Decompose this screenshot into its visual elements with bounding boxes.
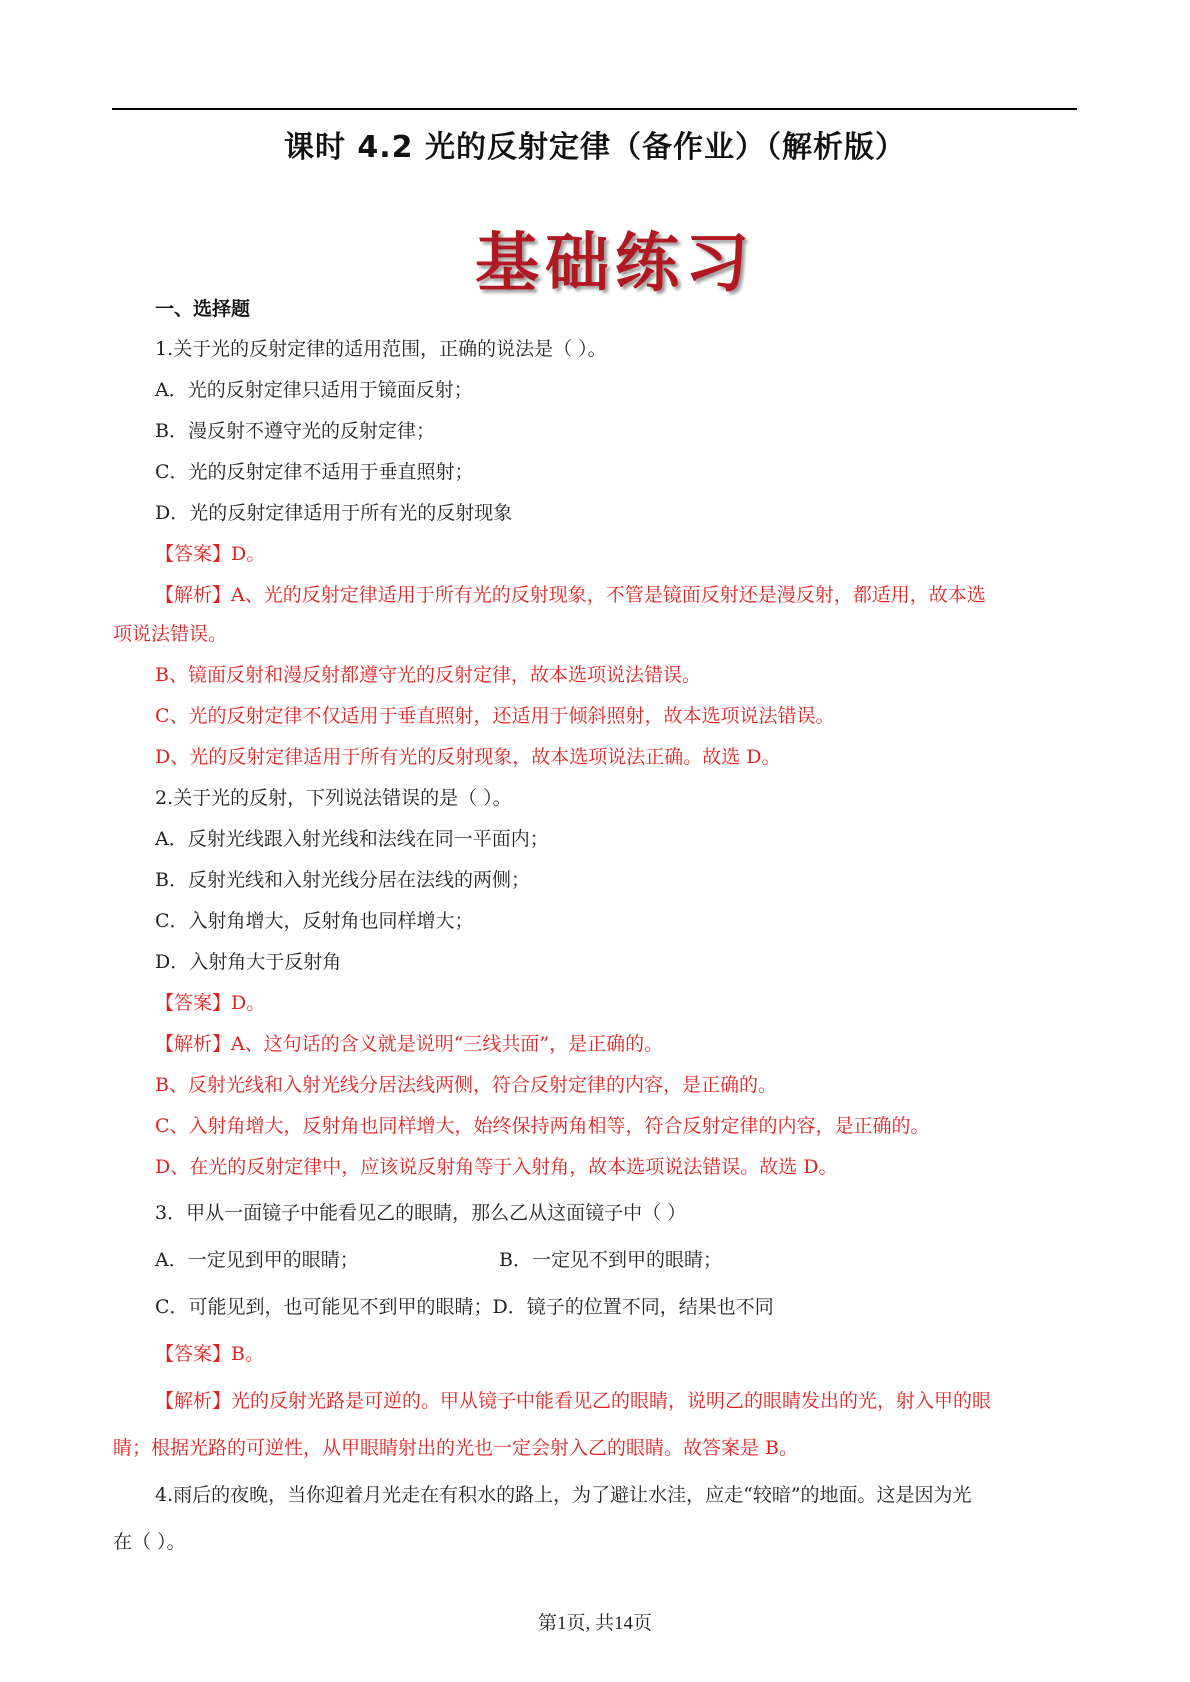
header-rule bbox=[112, 108, 1077, 110]
option-1c: C．光的反射定律不适用于垂直照射； bbox=[155, 461, 474, 483]
question-3: 3．甲从一面镜子中能看见乙的眼睛，那么乙从这面镜子中（ ） bbox=[155, 1202, 687, 1224]
analysis-1-line: B、镜面反射和漫反射都遵守光的反射定律，故本选项说法错误。 bbox=[155, 664, 701, 686]
question-4-cont: 在（ ）。 bbox=[113, 1531, 186, 1553]
option-2d: D．入射角大于反射角 bbox=[155, 951, 342, 973]
analysis-2-line: 【解析】A、这句话的含义就是说明“三线共面”，是正确的。 bbox=[155, 1033, 664, 1055]
document-title: 课时 4.2 光的反射定律（备作业）（解析版） bbox=[283, 130, 907, 165]
option-1d: D．光的反射定律适用于所有光的反射现象 bbox=[155, 502, 513, 524]
analysis-1-line: 项说法错误。 bbox=[113, 623, 228, 645]
analysis-3-line: 【解析】光的反射光路是可逆的。甲从镜子中能看见乙的眼睛，说明乙的眼睛发出的光，射入甲的眼 bbox=[155, 1390, 992, 1412]
answer-1: 【答案】D。 bbox=[155, 543, 266, 565]
answer-2: 【答案】D。 bbox=[155, 992, 266, 1014]
analysis-1-line: D、光的反射定律适用于所有光的反射现象，故本选项说法正确。故选 D。 bbox=[155, 746, 781, 768]
option-3cd: C．可能见到，也可能见不到甲的眼睛；D．镜子的位置不同，结果也不同 bbox=[155, 1296, 774, 1318]
analysis-2-line: B、反射光线和入射光线分居法线两侧，符合反射定律的内容，是正确的。 bbox=[155, 1074, 777, 1096]
page-number: 第1页, 共14页 bbox=[537, 1613, 652, 1634]
option-2b: B．反射光线和入射光线分居在法线的两侧； bbox=[155, 869, 530, 891]
option-3a: A．一定见到甲的眼睛； bbox=[155, 1249, 359, 1271]
analysis-1-line: C、光的反射定律不仅适用于垂直照射，还适用于倾斜照射，故本选项说法错误。 bbox=[155, 705, 835, 727]
answer-3: 【答案】B。 bbox=[155, 1343, 264, 1365]
option-3b: B．一定见不到甲的眼睛； bbox=[499, 1249, 722, 1271]
question-2: 2.关于光的反射，下列说法错误的是（ ）。 bbox=[155, 787, 512, 809]
option-2c: C．入射角增大，反射角也同样增大； bbox=[155, 910, 474, 932]
question-4: 4.雨后的夜晚，当你迎着月光走在有积水的路上，为了避让水洼，应走“较暗”的地面。这是因为光 bbox=[155, 1484, 972, 1506]
analysis-1-line: 【解析】A、光的反射定律适用于所有光的反射现象，不管是镜面反射还是漫反射，都适用，故本选 bbox=[155, 584, 986, 606]
option-1b: B．漫反射不遵守光的反射定律； bbox=[155, 420, 435, 442]
question-1: 1.关于光的反射定律的适用范围，正确的说法是（ ）。 bbox=[155, 338, 607, 360]
analysis-2-line: D、在光的反射定律中，应该说反射角等于入射角，故本选项说法错误。故选 D。 bbox=[155, 1156, 838, 1178]
section-heading: 一、选择题 bbox=[155, 298, 251, 320]
analysis-2-line: C、入射角增大，反射角也同样增大，始终保持两角相等，符合反射定律的内容，是正确的。 bbox=[155, 1115, 930, 1137]
option-1a: A．光的反射定律只适用于镜面反射； bbox=[155, 379, 473, 401]
section-banner: 基础练习 bbox=[475, 227, 755, 301]
option-2a: A．反射光线跟入射光线和法线在同一平面内； bbox=[155, 828, 549, 850]
analysis-3-line: 睛；根据光路的可逆性，从甲眼睛射出的光也一定会射入乙的眼睛。故答案是 B。 bbox=[113, 1437, 799, 1459]
